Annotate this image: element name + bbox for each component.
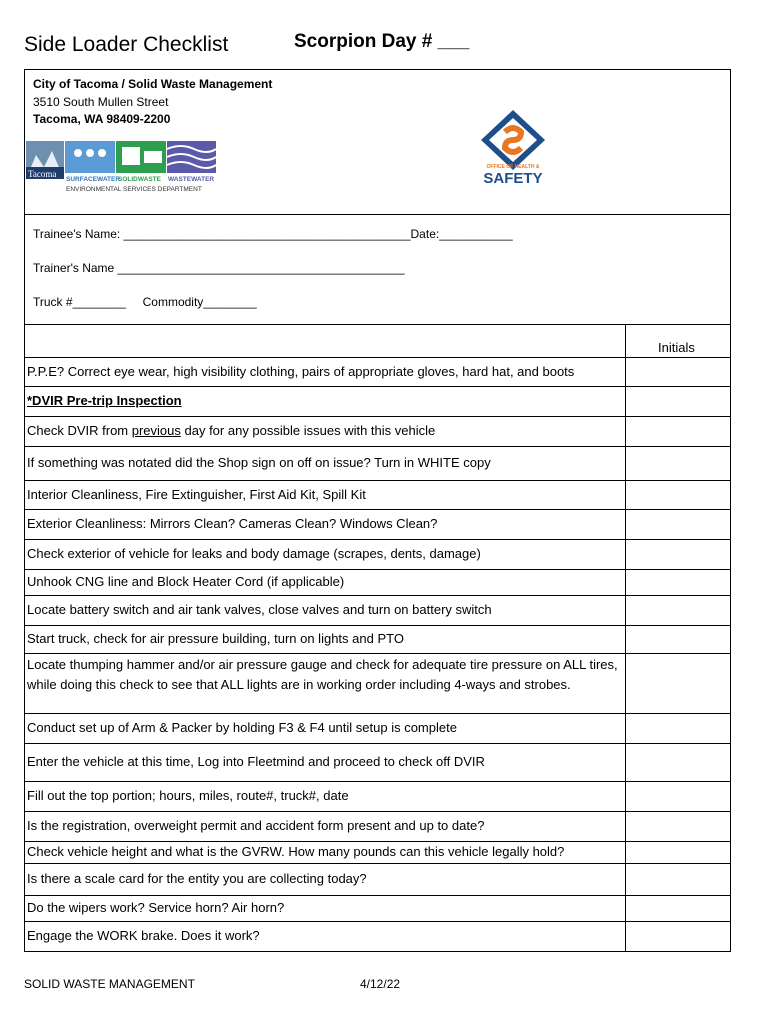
checklist-item: Conduct set up of Arm & Packer by holding F3 & F4 until setup is complete: [27, 720, 457, 735]
footer-date: 4/12/22: [360, 977, 401, 991]
checklist-item: Check vehicle height and what is the GVRW. How many pounds can this vehicle legally hold?: [27, 844, 565, 859]
initials-cell[interactable]: [626, 509, 730, 539]
initials-cell[interactable]: [626, 713, 730, 743]
org-city: Tacoma, WA 98409-2200: [33, 112, 171, 126]
svg-text:SURFACEWATER: SURFACEWATER: [66, 176, 121, 183]
initials-cell[interactable]: [626, 811, 730, 841]
initials-cell[interactable]: [626, 653, 730, 713]
environmental-services-logo: [26, 141, 216, 197]
initials-cell[interactable]: [626, 480, 730, 509]
initials-cell[interactable]: [626, 569, 730, 595]
checklist-item: *DVIR Pre-trip Inspection: [27, 393, 182, 408]
initials-cell[interactable]: [626, 539, 730, 569]
svg-text:SAFETY: SAFETY: [483, 170, 543, 187]
initials-cell[interactable]: [626, 841, 730, 863]
checklist-item: If something was notated did the Shop sign on off on issue? Turn in WHITE copy: [27, 455, 491, 470]
initials-cell[interactable]: [626, 386, 730, 416]
checklist-item: Is there a scale card for the entity you are collecting today?: [27, 871, 367, 886]
svg-text:OFFICE OF HEALTH &: OFFICE OF HEALTH &: [486, 164, 540, 170]
initials-cell[interactable]: [626, 595, 730, 625]
scorpion-day-label: Scorpion Day # ___: [294, 31, 470, 52]
initials-column-header: Initials: [658, 340, 695, 355]
checklist-item: Start truck, check for air pressure building, turn on lights and PTO: [27, 631, 404, 646]
org-name: City of Tacoma / Solid Waste Management: [33, 77, 273, 91]
checklist-item: Exterior Cleanliness: Mirrors Clean? Cameras Clean? Windows Clean?: [27, 516, 438, 531]
svg-text:WASTEWATER: WASTEWATER: [168, 176, 215, 183]
svg-text:Tacoma: Tacoma: [28, 169, 57, 179]
checklist-frame: [24, 69, 731, 952]
initials-cell[interactable]: [626, 743, 730, 781]
svg-text:SOLIDWASTE: SOLIDWASTE: [118, 176, 161, 183]
checklist-item: Check exterior of vehicle for leaks and body damage (scrapes, dents, damage): [27, 546, 481, 561]
initials-cell[interactable]: [626, 357, 730, 386]
checklist-item: Enter the vehicle at this time, Log into Fleetmind and proceed to check off DVIR: [27, 754, 485, 769]
checklist-item: P.P.E? Correct eye wear, high visibility clothing, pairs of appropriate gloves, hard hat, and boots: [27, 363, 575, 379]
initials-cell[interactable]: [626, 863, 730, 895]
checklist-item: Do the wipers work? Service horn? Air horn?: [27, 900, 285, 915]
checklist-item: Engage the WORK brake. Does it work?: [27, 928, 260, 943]
truck-commodity-field[interactable]: Truck #________ Commodity________: [33, 295, 257, 309]
initials-cell[interactable]: [626, 446, 730, 480]
initials-cell[interactable]: [626, 625, 730, 653]
org-street: 3510 South Mullen Street: [33, 95, 169, 109]
initials-cell[interactable]: [626, 416, 730, 446]
checklist-item: Is the registration, overweight permit and accident form present and up to date?: [27, 818, 485, 833]
initials-cell[interactable]: [626, 921, 730, 951]
checklist-item: Fill out the top portion; hours, miles, route#, truck#, date: [27, 788, 349, 803]
initials-cell[interactable]: [626, 781, 730, 811]
trainer-name-field[interactable]: Trainer's Name ___________________________________________: [33, 261, 405, 275]
checklist-item: Locate battery switch and air tank valves, close valves and turn on battery switch: [27, 602, 492, 617]
checklist-item: Locate thumping hammer and/or air pressure gauge and check for adequate tire pressure on ALL tires, while doing this check to see that ALL lights are in working order including 4-ways and strobes.: [27, 657, 618, 692]
checklist-item: Check DVIR from previous day for any possible issues with this vehicle: [27, 423, 436, 438]
footer-department: SOLID WASTE MANAGEMENT: [24, 977, 195, 991]
document-title: Side Loader Checklist: [24, 33, 229, 56]
initials-cell[interactable]: [626, 895, 730, 921]
svg-text:ENVIRONMENTAL SERVICES DEPARTM: ENVIRONMENTAL SERVICES DEPARTMENT: [66, 186, 202, 193]
trainee-name-field[interactable]: Trainee's Name: ___________________________________________Date:___________: [33, 227, 513, 241]
checklist-item: Unhook CNG line and Block Heater Cord (if applicable): [27, 574, 345, 589]
safety-office-logo: [469, 108, 557, 188]
checklist-item: Interior Cleanliness, Fire Extinguisher, First Aid Kit, Spill Kit: [27, 486, 366, 502]
